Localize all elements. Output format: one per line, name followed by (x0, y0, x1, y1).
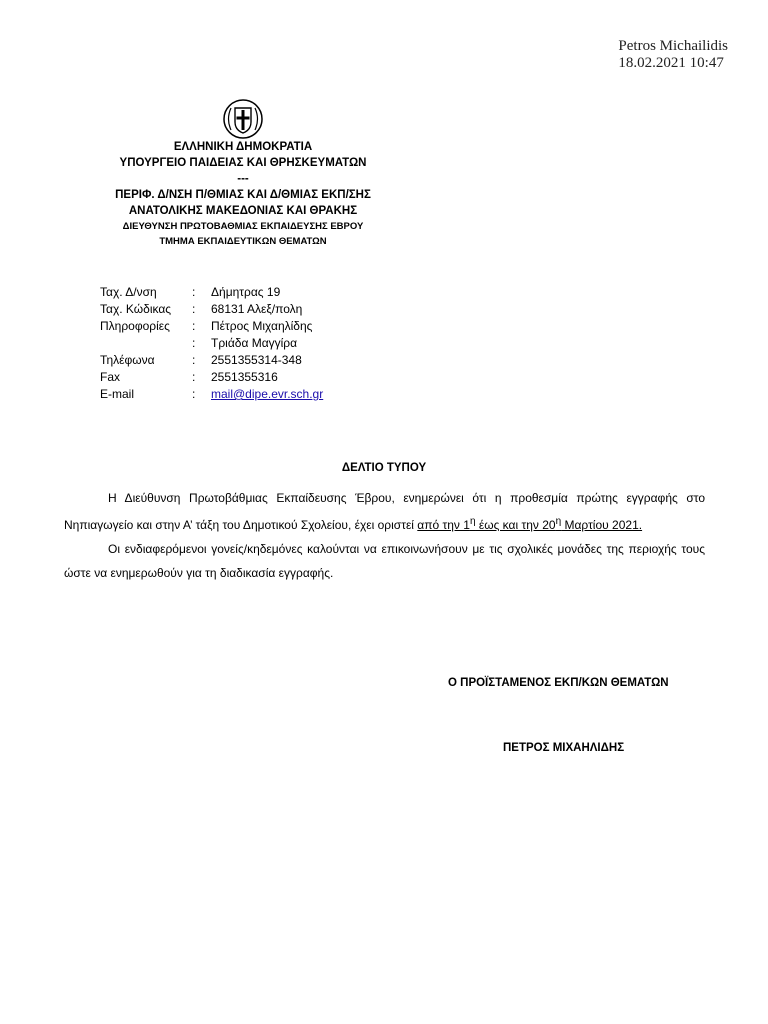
contact-value: Πέτρος Μιχαηλίδης (211, 319, 313, 333)
header-region-name: ΑΝΑΤΟΛΙΚΗΣ ΜΑΚΕΔΟΝΙΑΣ ΚΑΙ ΘΡΑΚΗΣ (128, 205, 358, 217)
document-title: ΔΕΛΤΙΟ ΤΥΠΟΥ (341, 462, 427, 474)
deadline-start: από την 1 (417, 518, 470, 532)
contact-separator: : (192, 336, 196, 350)
header-country: ΕΛΛΗΝΙΚΗ ΔΗΜΟΚΡΑΤΙΑ (173, 141, 313, 153)
contact-value: 2551355314-348 (211, 353, 302, 367)
ordinal-sup: η (555, 516, 562, 527)
header-separator: --- (237, 173, 249, 185)
body-paragraph-parents: Οι ενδιαφερόμενοι γονείς/κηδεμόνες καλούνται να επικοινωνήσουν με τις σχολικές μονάδες της περιοχής τους ώστε να ενημερωθούν για τη διαδικασία εγγραφής. (64, 542, 705, 580)
contact-separator: : (192, 370, 196, 384)
signature-datetime: 18.02.2021 10:47 (618, 55, 724, 71)
contact-row (100, 369, 323, 386)
header-ministry: ΥΠΟΥΡΓΕΙΟ ΠΑΙΔΕΙΑΣ ΚΑΙ ΘΡΗΣΚΕΥΜΑΤΩΝ (119, 157, 367, 169)
contact-row (100, 284, 323, 301)
contact-separator: : (192, 285, 196, 299)
contact-value: Τριάδα Μαγγίρα (211, 336, 298, 350)
contact-row (100, 318, 323, 335)
contact-row (100, 352, 323, 369)
signature-name: Petros Michailidis (618, 38, 728, 54)
contact-label: Πληροφορίες (100, 319, 170, 333)
deadline-end: έως και την 20 (475, 518, 556, 532)
signoff-name: ΠΕΤΡΟΣ ΜΙΧΑΗΛΙΔΗΣ (503, 742, 625, 754)
contact-label: E-mail (100, 387, 135, 401)
header-department: ΤΜΗΜΑ ΕΚΠΑΙΔΕΥΤΙΚΩΝ ΘΕΜΑΤΩΝ (159, 236, 327, 247)
contact-row (100, 301, 323, 318)
header-region: ΠΕΡΙΦ. Δ/ΝΣΗ Π/ΘΜΙΑΣ ΚΑΙ Δ/ΘΜΙΑΣ ΕΚΠ/ΣΗΣ (115, 189, 371, 201)
contact-value: 68131 Αλεξ/πολη (211, 302, 303, 316)
contact-label: Ταχ. Δ/νση (100, 285, 157, 299)
ordinal-sup: η (469, 516, 476, 527)
contact-label: Fax (100, 370, 121, 384)
document-body (64, 486, 705, 585)
body-paragraph-deadline (64, 486, 705, 537)
contact-row (100, 335, 323, 352)
contact-value: 2551355316 (211, 370, 278, 384)
contact-separator: : (192, 387, 196, 401)
contact-block (100, 284, 323, 403)
paragraph-text: Η Διεύθυνση Πρωτοβάθμιας Εκπαίδευσης Έβρου, ενημερώνει ότι η προθεσμία πρώτης εγγραφής στο Νηπιαγωγείο και στην Α’ τάξη του Δημοτικού Σχολείου, έχει οριστεί (64, 491, 705, 532)
greek-coat-of-arms-icon (222, 98, 264, 140)
contact-label: Τηλέφωνα (100, 353, 155, 367)
digital-signature (618, 38, 728, 72)
contact-row (100, 386, 323, 403)
contact-separator: : (192, 302, 196, 316)
contact-label (100, 335, 192, 352)
contact-label: Ταχ. Κώδικας (100, 302, 172, 316)
deadline-month: Μαρτίου 2021. (561, 518, 643, 532)
deadline-dates (417, 518, 642, 532)
email-link[interactable]: mail@dipe.evr.sch.gr (211, 387, 324, 401)
letterhead (90, 139, 396, 249)
contact-separator: : (192, 319, 196, 333)
header-directorate: ΔΙΕΥΘΥΝΣΗ ΠΡΩΤΟΒΑΘΜΙΑΣ ΕΚΠΑΙΔΕΥΣΗΣ ΕΒΡΟΥ (122, 221, 364, 232)
signoff-role: Ο ΠΡΟΪΣΤΑΜΕΝΟΣ ΕΚΠ/ΚΩΝ ΘΕΜΑΤΩΝ (448, 677, 669, 689)
contact-value: Δήμητρας 19 (211, 285, 281, 299)
contact-separator: : (192, 353, 196, 367)
